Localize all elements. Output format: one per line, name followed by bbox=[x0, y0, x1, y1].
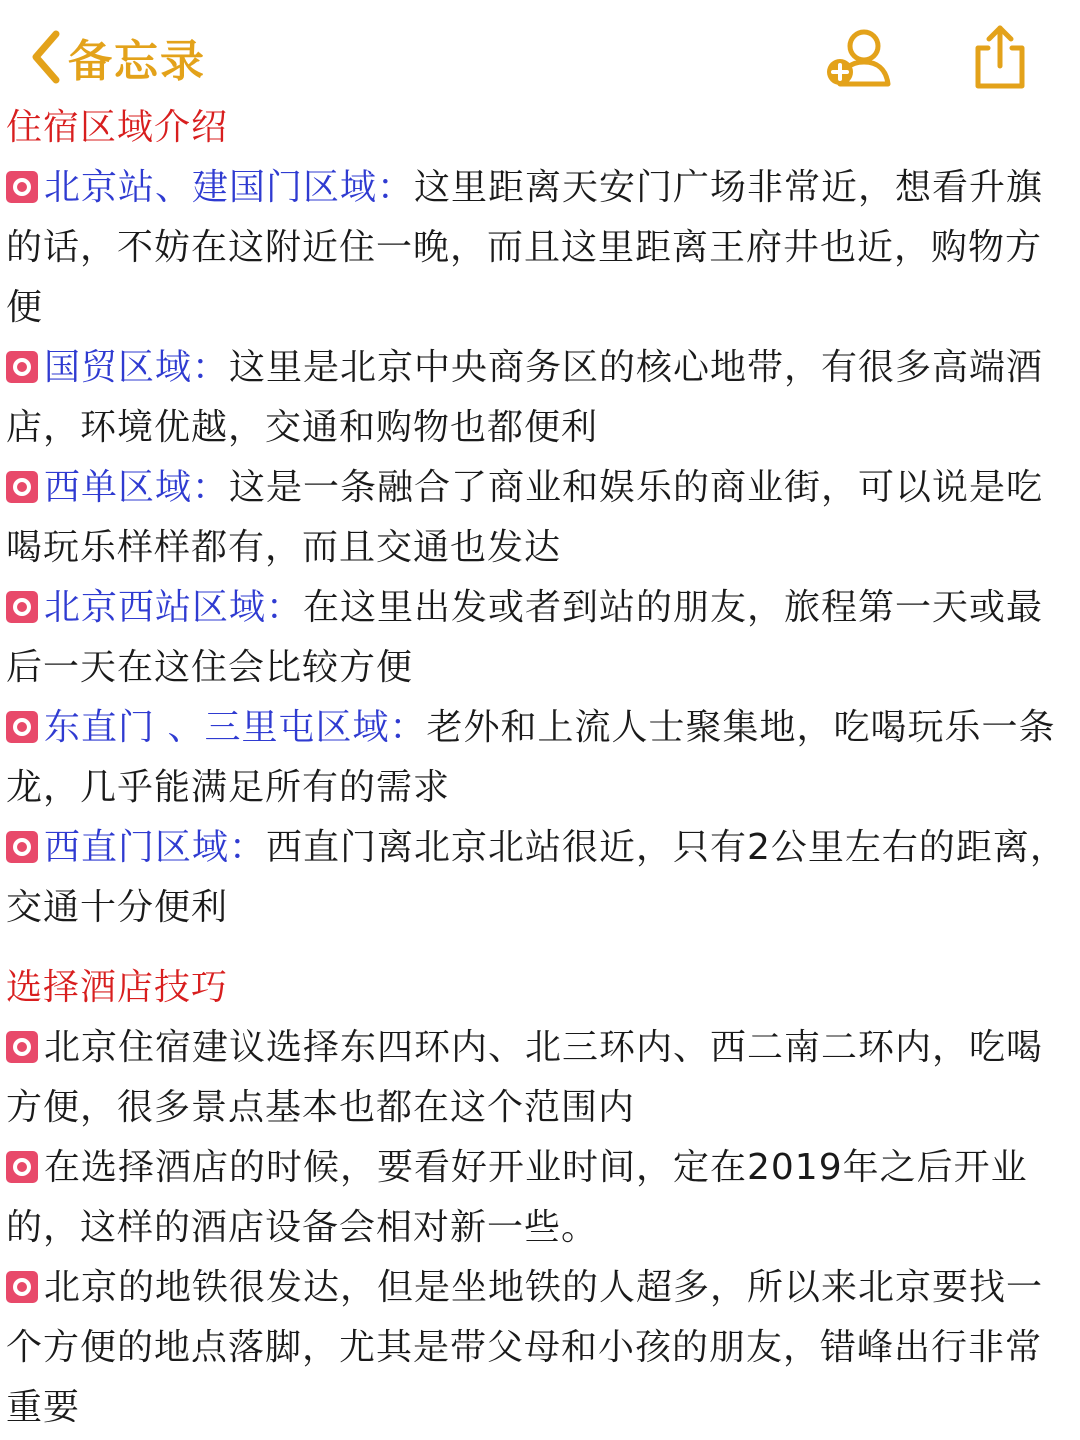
bullet-marker-icon bbox=[6, 1031, 38, 1063]
back-label: 备忘录 bbox=[68, 36, 206, 87]
section-title-tips: 选择酒店技巧 bbox=[6, 967, 229, 1008]
tip-text: 北京住宿建议选择东四环内、北三环内、西二南二环内，吃喝方便，很多景点基本也都在这个范围内 bbox=[6, 1027, 1044, 1128]
area-description: 这里距离天安门广场非常近，想看升旗的话，不妨在这附近住一晚，而且这里距离王府井也近，购物方便 bbox=[6, 167, 1044, 328]
area-description: 老外和上流人士聚集地，吃喝玩乐一条龙，几乎能满足所有的需求 bbox=[6, 707, 1056, 808]
area-description: 这里是北京中央商务区的核心地带，有很多高端酒店，环境优越，交通和购物也都便利 bbox=[6, 347, 1044, 448]
area-item bbox=[6, 578, 1068, 698]
bullet-marker-icon bbox=[6, 171, 38, 203]
bullet-marker-icon bbox=[6, 831, 38, 863]
area-description: 在这里出发或者到站的朋友，旅程第一天或最后一天在这住会比较方便 bbox=[6, 587, 1044, 688]
add-person-icon bbox=[820, 79, 900, 98]
share-icon bbox=[960, 79, 1040, 98]
tip-item bbox=[6, 1258, 1068, 1438]
back-button[interactable] bbox=[28, 22, 206, 92]
area-item bbox=[6, 818, 1068, 938]
section-title-areas: 住宿区域介绍 bbox=[6, 107, 229, 148]
tip-item bbox=[6, 1138, 1068, 1258]
add-person-button[interactable] bbox=[820, 22, 900, 94]
note-body[interactable] bbox=[6, 98, 1068, 1438]
bullet-marker-icon bbox=[6, 711, 38, 743]
tip-text: 在选择酒店的时候，要看好开业时间，定在2019年之后开业的，这样的酒店设备会相对新一些。 bbox=[6, 1147, 1028, 1248]
area-label: 北京站、建国门区域： bbox=[44, 167, 415, 208]
bullet-marker-icon bbox=[6, 471, 38, 503]
area-item bbox=[6, 338, 1068, 458]
bullet-marker-icon bbox=[6, 1271, 38, 1303]
area-label: 北京西站区域： bbox=[44, 587, 304, 628]
area-item bbox=[6, 698, 1068, 818]
tip-item bbox=[6, 1018, 1068, 1138]
share-button[interactable] bbox=[960, 22, 1040, 94]
area-item bbox=[6, 158, 1068, 338]
tip-text: 北京的地铁很发达，但是坐地铁的人超多，所以来北京要找一个方便的地点落脚，尤其是带父母和小孩的朋友，错峰出行非常重要 bbox=[6, 1267, 1044, 1428]
area-description: 这是一条融合了商业和娱乐的商业街，可以说是吃喝玩乐样样都有，而且交通也发达 bbox=[6, 467, 1044, 568]
area-label: 国贸区域： bbox=[44, 347, 230, 388]
bullet-marker-icon bbox=[6, 591, 38, 623]
area-label: 西直门区域： bbox=[44, 827, 267, 868]
section-spacer bbox=[6, 938, 1068, 958]
area-label: 西单区域： bbox=[44, 467, 230, 508]
area-label: 东直门 、三里屯区域： bbox=[44, 707, 427, 748]
bullet-marker-icon bbox=[6, 1151, 38, 1183]
nav-bar bbox=[0, 0, 1080, 110]
area-description: 西直门离北京北站很近，只有2公里左右的距离，交通十分便利 bbox=[6, 827, 1067, 928]
bullet-marker-icon bbox=[6, 351, 38, 383]
area-item bbox=[6, 458, 1068, 578]
chevron-left-icon bbox=[28, 28, 62, 86]
